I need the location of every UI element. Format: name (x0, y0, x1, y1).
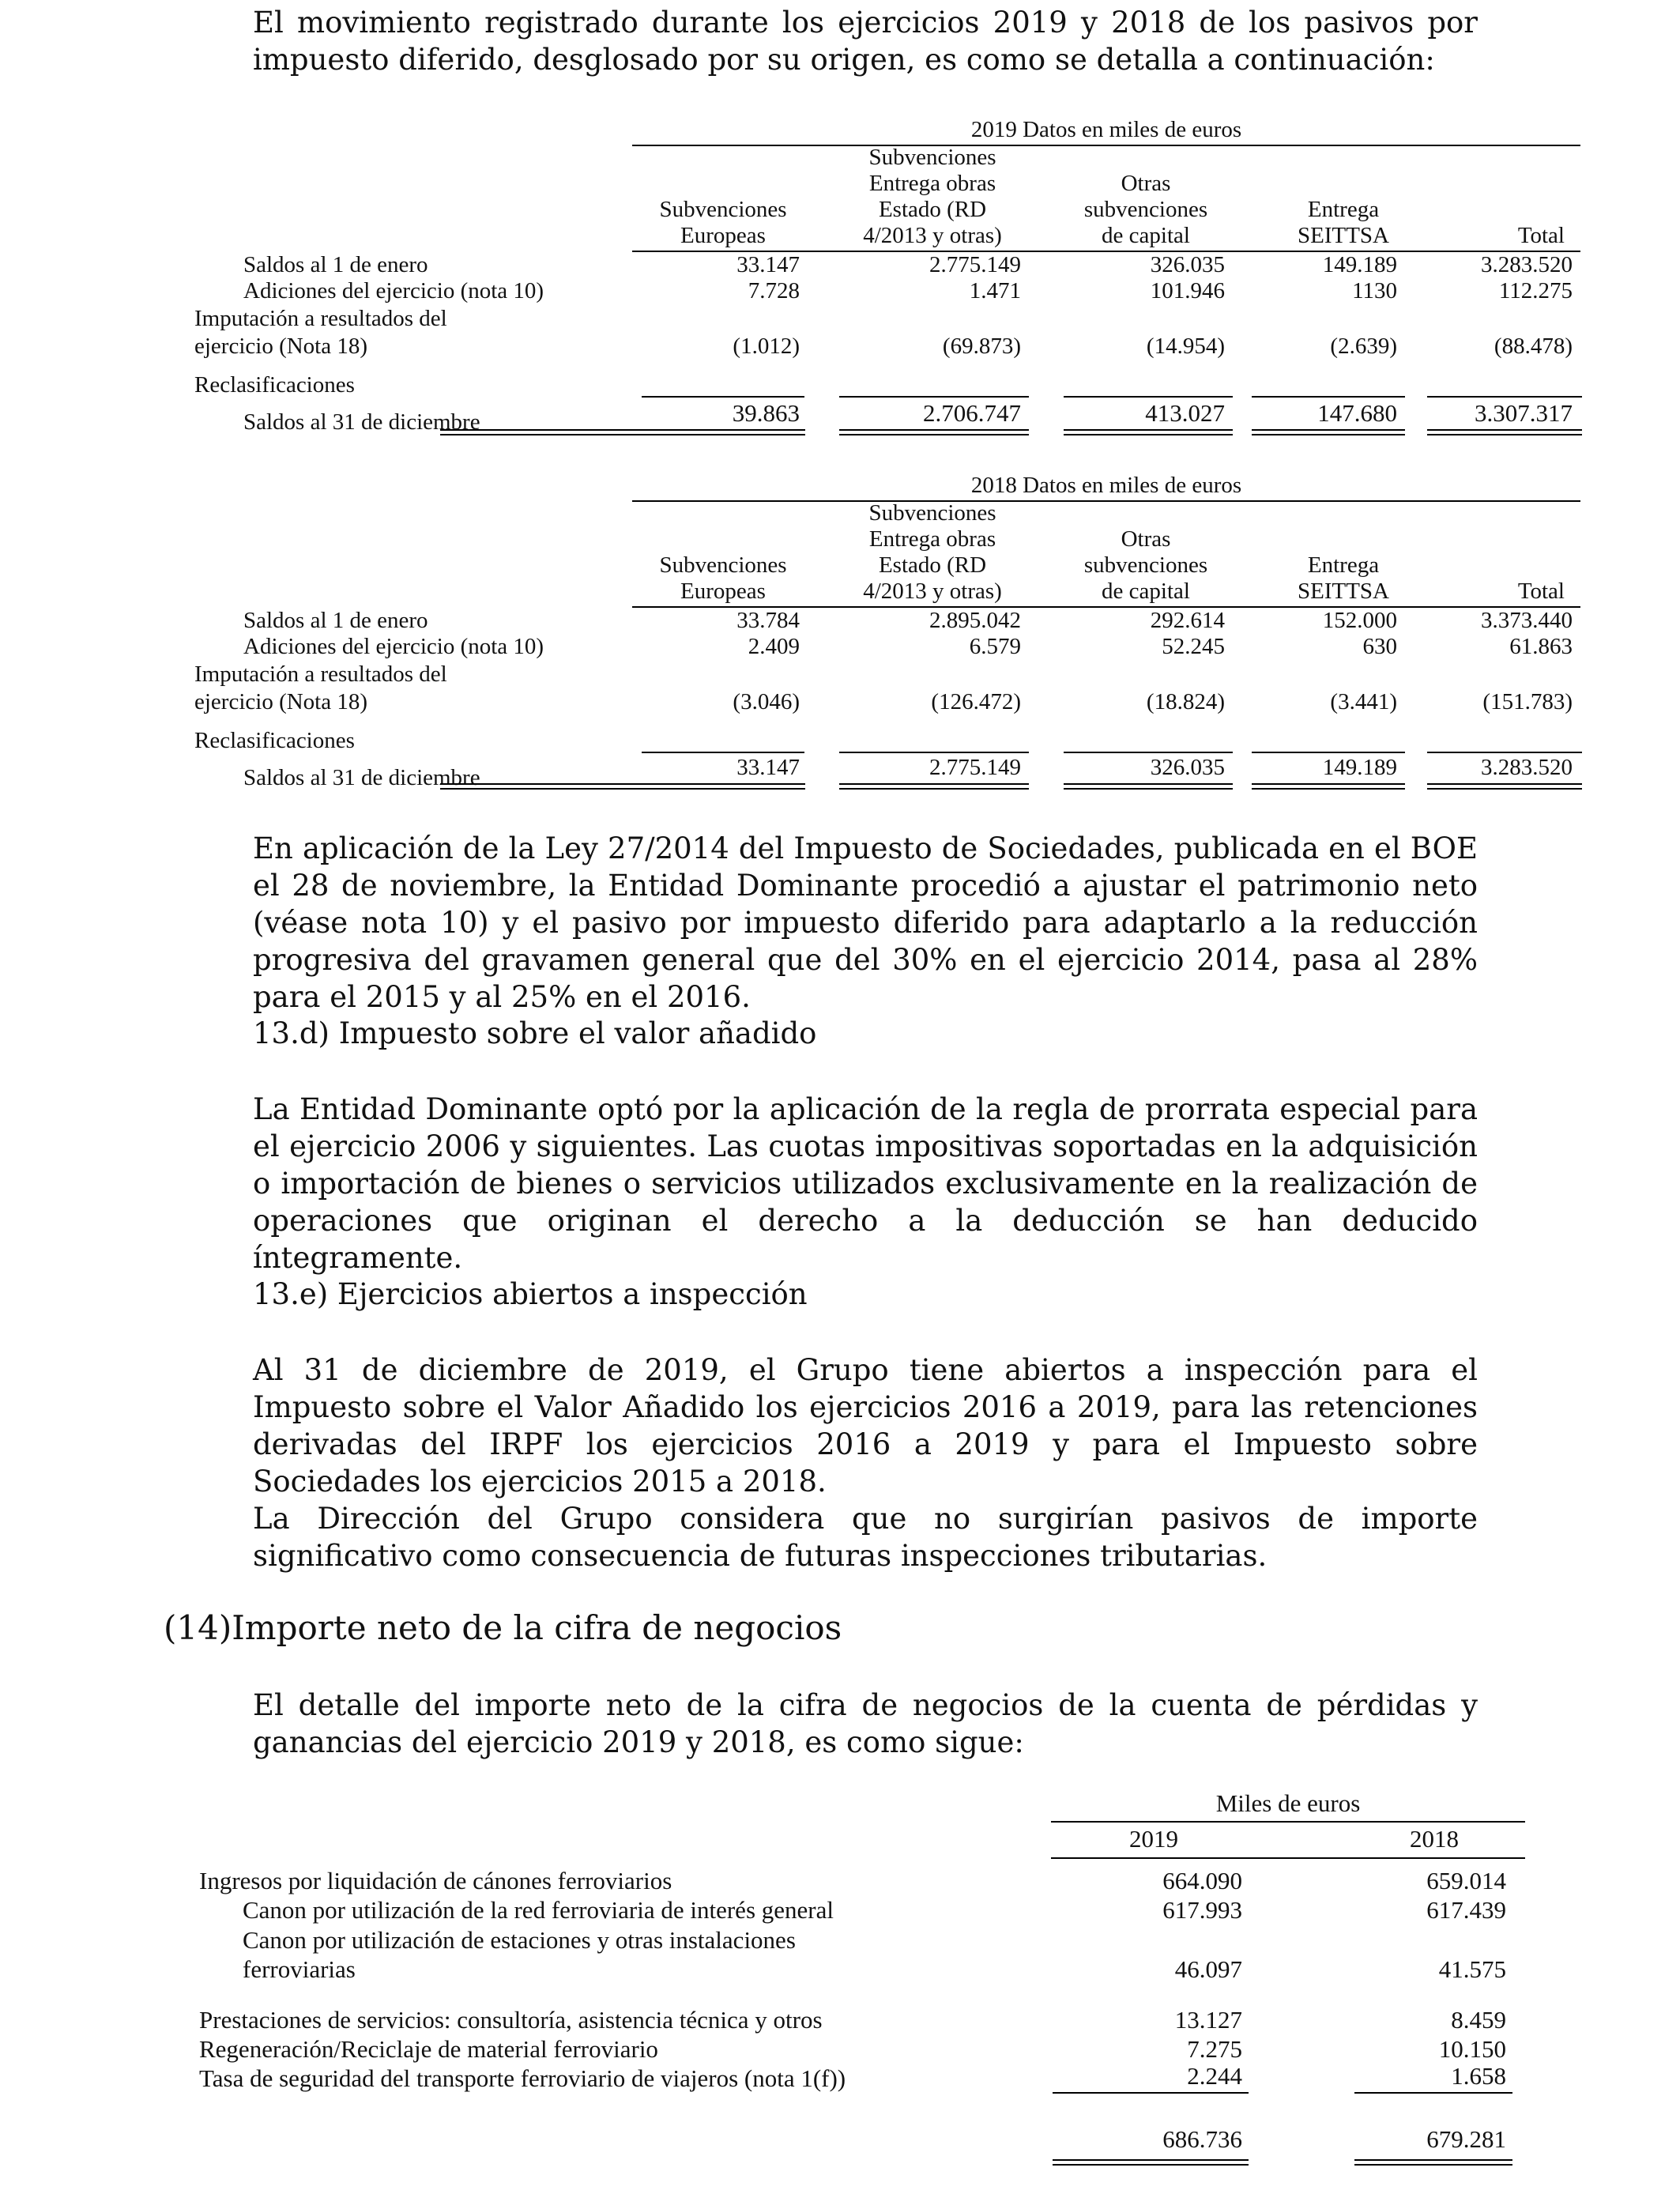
cell-value: 7.275 (1187, 2035, 1242, 2063)
row-label: Saldos al 31 de diciembre (243, 765, 480, 790)
subtotal-rule (839, 396, 1029, 398)
caption-rule (632, 145, 1580, 146)
row-label: Ingresos por liquidación de cánones ferroviarios (199, 1867, 672, 1894)
cell-value: (2.639) (1330, 334, 1397, 359)
subtotal-rule (1427, 396, 1582, 398)
total-double-rule (1354, 2159, 1512, 2166)
cell-value: 8.459 (1451, 2006, 1506, 2034)
iva-paragraph: La Entidad Dominante optó por la aplicación de la regla de prorrata especial para el ejercicio 2006 y siguientes. Las cuotas impositivas soportadas en la adquisición o importación de bienes o servicios utilizados exclusivamente en la realización de operaciones que originan el derecho a la deducción se han deducido íntegramente. (253, 1092, 1478, 1275)
col-header-line: Europeas (680, 579, 766, 604)
intro-paragraph: El movimiento registrado durante los ejercicios 2019 y 2018 de los pasivos por impuesto diferido, desglosado por su origen, es como se detalla a continuación: (253, 6, 1478, 77)
subtotal-rule (1252, 396, 1405, 398)
cell-value: 2.706.747 (923, 399, 1021, 427)
cell-value: 33.147 (736, 755, 800, 780)
col-header-line: Total (1517, 223, 1565, 248)
cell-value: 10.150 (1438, 2035, 1506, 2063)
section-heading-14: (14)Importe neto de la cifra de negocios (164, 1608, 842, 1647)
cell-value: 2.775.149 (929, 755, 1021, 780)
col-header-line: Otras (1121, 171, 1171, 196)
col-header-line: Subvenciones (868, 500, 996, 526)
col-header-line: Entrega obras (868, 171, 996, 196)
total-double-rule (1064, 783, 1233, 790)
cell-value: 149.189 (1322, 252, 1397, 277)
caption-rule (632, 500, 1580, 502)
cell-value: 149.189 (1322, 755, 1397, 780)
cell-value: 617.439 (1426, 1896, 1506, 1924)
table-caption: 2018 Datos en miles de euros (970, 473, 1242, 498)
cell-value: 3.307.317 (1475, 399, 1573, 427)
total-double-rule (1427, 783, 1582, 790)
row-label: Imputación a resultados del (194, 662, 447, 687)
cell-value: 3.373.440 (1481, 608, 1573, 633)
cell-value: 1.471 (969, 278, 1021, 303)
row-label: Imputación a resultados del (194, 306, 447, 331)
row-label: Adiciones del ejercicio (nota 10) (243, 634, 544, 659)
cell-value: 147.680 (1317, 399, 1397, 427)
subtotal-rule (1252, 752, 1405, 753)
row-label: Tasa de seguridad del transporte ferroviario de viajeros (nota 1(f)) (199, 2064, 846, 2092)
col-header-otras-subvenciones (1055, 526, 1237, 605)
inspection-paragraph: Al 31 de diciembre de 2019, el Grupo tiene abiertos a inspección para el Impuesto sobre el Valor Añadido los ejercicios 2016 a 2019, para las retenciones derivadas del IRPF los ejercicios 2016 a 2019 y para el Impuesto sobre Sociedades los ejercicios 2015 a 2018. (253, 1353, 1478, 1498)
row-label: ejercicio (Nota 18) (194, 334, 368, 359)
cell-value: (3.441) (1330, 689, 1397, 714)
row-label: Saldos al 1 de enero (243, 252, 428, 277)
row-label: Canon por utilización de la red ferroviaria de interés general (243, 1896, 834, 1924)
row-label: Regeneración/Reciclaje de material ferroviario (199, 2035, 658, 2063)
cell-value: 3.283.520 (1481, 755, 1573, 780)
row-label: ejercicio (Nota 18) (194, 689, 368, 714)
cell-value: 41.575 (1438, 1955, 1506, 1983)
revenue-intro-paragraph: El detalle del importe neto de la cifra de negocios de la cuenta de pérdidas y ganancias del ejercicio 2019 y 2018, es como sigue: (253, 1688, 1478, 1759)
year-header: 2018 (1410, 1825, 1459, 1853)
cell-value: 13.127 (1174, 2006, 1242, 2034)
cell-value: 292.614 (1150, 608, 1225, 633)
cell-value: 2.895.042 (929, 608, 1021, 633)
col-header-line: Estado (RD (878, 552, 987, 578)
subtotal-rule (1427, 752, 1582, 753)
total-double-rule (839, 429, 1029, 435)
total-double-rule (440, 783, 805, 790)
row-label: Saldos al 1 de enero (243, 608, 428, 633)
cell-value: 1130 (1352, 278, 1397, 303)
total-double-rule (440, 429, 805, 435)
col-header-line: 4/2013 y otras) (863, 579, 1002, 604)
cell-value: 3.283.520 (1481, 252, 1573, 277)
col-header-subvenciones-europeas (632, 197, 814, 249)
col-header-total (1407, 223, 1565, 249)
total-double-rule (1064, 429, 1233, 435)
col-header-line: SEITTSA (1298, 579, 1389, 604)
cell-value: (151.783) (1482, 689, 1573, 714)
inspection-conclusion-paragraph: La Dirección del Grupo considera que no surgirían pasivos de importe significativo como consecuencia de futuras inspecciones tributarias. (253, 1502, 1478, 1573)
subtotal-rule (1053, 2092, 1249, 2094)
subtotal-rule (1064, 396, 1233, 398)
col-header-line: SEITTSA (1298, 223, 1389, 248)
section-heading-13e: 13.e) Ejercicios abiertos a inspección (253, 1277, 808, 1311)
cell-value: 2.244 (1187, 2062, 1242, 2090)
col-header-line: subvenciones (1083, 197, 1208, 222)
total-value: 686.736 (1162, 2125, 1242, 2153)
header-rule (1051, 1857, 1525, 1859)
cell-value: (14.954) (1146, 334, 1225, 359)
year-header: 2019 (1129, 1825, 1178, 1853)
col-header-line: de capital (1102, 579, 1190, 604)
cell-value: 6.579 (969, 634, 1021, 659)
col-header-line: Subvenciones (868, 145, 996, 170)
cell-value: 659.014 (1426, 1867, 1506, 1894)
col-header-subvenciones-europeas (632, 552, 814, 605)
cell-value: 112.275 (1498, 278, 1573, 303)
col-header-line: de capital (1102, 223, 1190, 248)
cell-value: 61.863 (1509, 634, 1573, 659)
cell-value: 2.409 (748, 634, 800, 659)
total-double-rule (1252, 429, 1405, 435)
col-header-line: Entrega (1307, 552, 1380, 578)
section-heading-13d: 13.d) Impuesto sobre el valor añadido (253, 1016, 817, 1050)
row-label: Canon por utilización de estaciones y otras instalaciones (243, 1926, 796, 1954)
cell-value: (69.873) (942, 334, 1021, 359)
col-header-line: Entrega obras (868, 526, 996, 552)
cell-value: 2.775.149 (929, 252, 1021, 277)
col-header-total (1407, 579, 1565, 605)
cell-value: (88.478) (1494, 334, 1573, 359)
col-header-otras-subvenciones (1055, 171, 1237, 249)
cell-value: 46.097 (1174, 1955, 1242, 1983)
col-header-subvenciones-entrega-obras (842, 145, 1023, 249)
table-caption: 2019 Datos en miles de euros (970, 117, 1242, 142)
cell-value: 413.027 (1145, 399, 1225, 427)
col-header-subvenciones-entrega-obras (842, 500, 1023, 605)
row-label: Reclasificaciones (194, 728, 355, 753)
cell-value: 326.035 (1150, 755, 1225, 780)
total-double-rule (839, 783, 1029, 790)
col-header-line: Otras (1121, 526, 1171, 552)
cell-value: (1.012) (733, 334, 800, 359)
col-header-line: Estado (RD (878, 197, 987, 222)
total-double-rule (1427, 429, 1582, 435)
caption-rule (1051, 1821, 1525, 1823)
cell-value: 7.728 (748, 278, 800, 303)
cell-value: 39.863 (732, 399, 800, 427)
subtotal-rule (839, 752, 1029, 753)
subtotal-rule (642, 396, 804, 398)
subtotal-rule (642, 752, 804, 753)
cell-value: 152.000 (1322, 608, 1397, 633)
col-header-line: 4/2013 y otras) (863, 223, 1002, 248)
cell-value: 33.147 (736, 252, 800, 277)
cell-value: (3.046) (733, 689, 800, 714)
ley-paragraph: En aplicación de la Ley 27/2014 del Impuesto de Sociedades, publicada en el BOE el 28 de noviembre, la Entidad Dominante procedió a ajustar el patrimonio neto (véase nota 10) y el pasivo por impuesto diferido para adaptarlo a la reducción progresiva del gravamen general que del 30% en el ejercicio 2014, pasa al 28% para el 2015 y al 25% en el 2016. (253, 831, 1478, 1014)
row-label: Saldos al 31 de diciembre (243, 409, 480, 435)
cell-value: 101.946 (1150, 278, 1225, 303)
row-label: ferroviarias (243, 1955, 356, 1983)
cell-value: 52.245 (1162, 634, 1225, 659)
total-value: 679.281 (1426, 2125, 1506, 2153)
subtotal-rule (1354, 2092, 1512, 2094)
col-header-line: Subvenciones (659, 552, 787, 578)
table-caption: Miles de euros (1215, 1789, 1361, 1817)
subtotal-rule (1064, 752, 1233, 753)
cell-value: 617.993 (1162, 1896, 1242, 1924)
cell-value: 630 (1362, 634, 1397, 659)
col-header-line: Europeas (680, 223, 766, 248)
col-header-line: Subvenciones (659, 197, 787, 222)
cell-value: (18.824) (1146, 689, 1225, 714)
total-double-rule (1252, 783, 1405, 790)
row-label: Adiciones del ejercicio (nota 10) (243, 278, 544, 303)
cell-value: 326.035 (1150, 252, 1225, 277)
cell-value: 33.784 (736, 608, 800, 633)
total-double-rule (1053, 2159, 1249, 2166)
col-header-line: Total (1517, 579, 1565, 604)
cell-value: 1.658 (1451, 2062, 1506, 2090)
row-label: Prestaciones de servicios: consultoría, asistencia técnica y otros (199, 2006, 823, 2034)
col-header-line: Entrega (1307, 197, 1380, 222)
row-label: Reclasificaciones (194, 372, 355, 398)
cell-value: (126.472) (931, 689, 1021, 714)
col-header-line: subvenciones (1083, 552, 1208, 578)
cell-value: 664.090 (1162, 1867, 1242, 1894)
